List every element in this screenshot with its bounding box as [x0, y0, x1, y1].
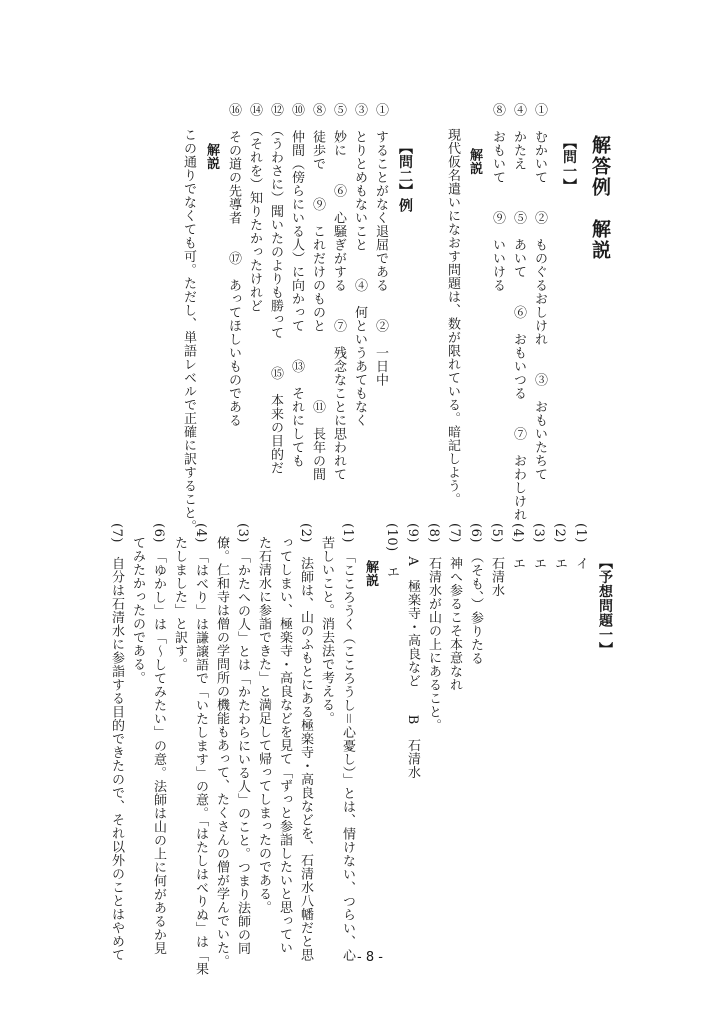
explanation-line-10: (6) 「ゆかし」は「～してみたい」の意。法師は山の上に何があるか見 — [151, 523, 166, 955]
q1-line-1: ① むかいて ② ものぐるおしけれ ③ おもいたちて — [532, 103, 547, 481]
explanation-line-12: (7) 自分は石清水に参詣する目的できたので、それ以外のことはやめて — [109, 523, 124, 962]
explanation-line-11: てみたかったのである。 — [130, 536, 145, 685]
q2-line-7: ⑭ （それを）知りたかったけれど — [247, 103, 262, 313]
answer-title: 解答例 解説 — [589, 135, 611, 261]
q1-line-3: ⑧ おもいて ⑨ いいける — [490, 103, 505, 292]
explanation-line-1: (1) 「こころうく（こころうし＝心憂し）」とは、情けない、つらい、心 — [340, 523, 355, 962]
answer-5: (5) 石清水 — [489, 523, 504, 597]
prediction-kaisetsu-label: 解説 — [363, 560, 378, 587]
prediction-title: 【予想問題一】 — [597, 555, 613, 657]
q2-line-3: ⑤ 妙に ⑥ 心騒ぎがする ⑦ 残念なことに思われて — [331, 103, 346, 481]
explanation-line-9: たしました」と訳す。 — [172, 536, 187, 671]
answer-4: (4) エ — [510, 523, 525, 570]
q2-line-6: ⑫ （うわさに）聞いたのよりも勝って ⑮ 本来の目的だ — [268, 103, 283, 475]
q1-kaisetsu-text: 現代仮名遣いになおす問題は、数が限れている。暗記しよう。 — [445, 128, 460, 506]
answer-2: (2) エ — [552, 523, 567, 570]
answer-8: (8) 石清水が山の上にあること。 — [426, 523, 441, 732]
q1-kaisetsu-label: 解説 — [467, 148, 482, 175]
explanation-line-7: 僚。仁和寺は僧の学問所の機能もあって、たくさんの僧が学んでいた。 — [214, 536, 229, 968]
explanation-line-2: 苦しいこと。消去法で考える。 — [319, 536, 334, 725]
q2-heading: 【問二】例 — [397, 140, 413, 213]
q1-heading: 【問一】 — [561, 135, 577, 193]
answer-7: (7) 神へ参るこそ本意なれ — [447, 523, 462, 692]
explanation-line-3: (2) 法師は、山のふもとにある極楽寺・高良などを、石清水八幡だと思 — [298, 523, 313, 962]
q2-line-4: ⑧ 徒歩で ⑨ これだけのものと ⑪ 長年の間 — [310, 103, 325, 481]
q2-line-5: ⑩ 仲間（傍らにいる人）に向かって ⑬ それにしても — [289, 103, 304, 468]
q2-line-2: ③ とりとめもないこと ④ 何というあてもなく — [352, 103, 367, 427]
answer-10: (10) エ — [384, 523, 399, 579]
answer-1: (1) イ — [573, 523, 588, 570]
explanation-line-8: (4) 「はべり」は謙譲語で「いたします」の意。「はたしはべりぬ」は「果 — [193, 523, 208, 976]
explanation-line-5: た石清水に参詣できた」と満足して帰ってしまったのである。 — [256, 536, 271, 914]
explanation-line-6: (3) 「かたへの人」とは「かたわらにいる人」のこと。つまり法師の同 — [235, 523, 250, 955]
page-number: - 8 - — [357, 950, 383, 965]
q1-line-2: ④ かたえ ⑤ あいて ⑥ おもいつる ⑦ おわしけれ — [511, 103, 526, 522]
q2-kaisetsu-label: 解説 — [204, 143, 219, 170]
answer-3: (3) エ — [531, 523, 546, 570]
answer-6: (6) （そも、）参りたる — [468, 523, 483, 665]
q2-line-8: ⑯ その道の先導者 ⑰ あってほしいものである — [226, 103, 241, 427]
explanation-line-4: ってしまい、極楽寺・高良などを見て「ずっと参詣したいと思ってい — [277, 536, 292, 955]
q2-line-1: ① することがなく退屈である ② 一日中 — [373, 103, 388, 387]
answer-9: (9) A 極楽寺・高良など B 石清水 — [405, 523, 420, 779]
q2-kaisetsu-text: この通りでなくても可。ただし、単語レベルで正確に訳すること。 — [181, 128, 196, 533]
